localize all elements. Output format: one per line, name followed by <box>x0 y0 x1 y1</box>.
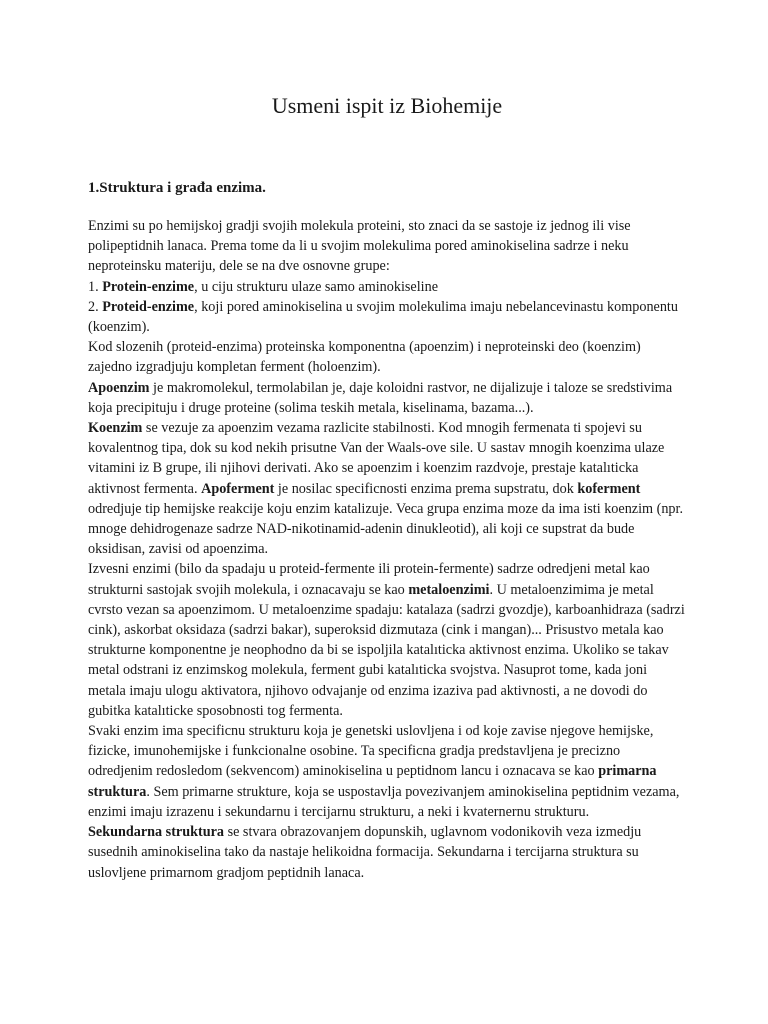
bold-term: Apoenzim <box>88 379 150 396</box>
section-heading: 1.Struktura i građa enzima. <box>88 180 266 196</box>
paragraph <box>88 216 686 277</box>
paragraph <box>88 337 686 377</box>
text-run: Enzimi su po hemijskoj gradji svojih molekula proteini, sto znaci da se sastoje iz jednog ili vise polipeptidnih lanaca. Prema tome da li u svojim molekulima pored aminokiselina sadrze i neku neproteinsku materiju, dele se na dve osnovne grupe: <box>88 218 631 275</box>
text-run: 2. <box>88 298 103 315</box>
page-title: Usmeni ispit iz Biohemije <box>271 93 503 118</box>
text-run: , koji pored aminokiselina u svojim molekulima imaju nebelancevinastu komponentu (koenzim). <box>88 298 678 336</box>
text-run: je makromolekul, termolabilan je, daje koloidni rastvor, ne dijalizuje i taloze se sredstivima koja precipituju i druge proteine (solima teskih metala, kiselinama, bazama...). <box>88 379 673 416</box>
paragraph <box>88 378 686 418</box>
bold-term: Apoferment <box>201 480 275 497</box>
bold-term: metaloenzimi <box>408 581 490 598</box>
paragraph <box>88 559 686 721</box>
body-text <box>88 216 686 883</box>
text-run: Izvesni enzimi (bilo da spadaju u proteid-fermente ili protein-fermente) sadrze odredjeni metal kao strukturni sastojak svojih molekula, i oznacavaju se kao <box>88 561 650 598</box>
text-run: se stvara obrazovanjem dopunskih, uglavnom vodonikovih veza izmedju susednih aminokiselina tako da nastaje helikoidna formacija. Sekundarna i tercijarna struktura su uslovljene primarnom gradjom peptidnih lanaca. <box>88 824 642 881</box>
text-run: , u ciju strukturu ulaze samo aminokiseline <box>194 278 438 295</box>
text-run: . Sem primarne strukture, koja se uspostavlja povezivanjem aminokiselina peptidnim vezama, enzimi imaju izrazenu i sekundarnu i tercijarnu strukturu, a neki i kvaternernu strukturu. <box>88 783 680 820</box>
bold-term: koferment <box>577 480 641 497</box>
text-run: odredjuje tip hemijske reakcije koju enzim katalizuje. Veca grupa enzima moze da ima isti koenzim (npr. mnoge dehidrogenaze sadrze NAD-nikotinamid-adenin dinukleotid), ali koji ce supstrat da bude oksidisan, zavisi od apoenzima. <box>88 500 684 558</box>
paragraph <box>88 277 686 297</box>
text-run: Kod slozenih (proteid-enzima) proteinska komponentna (apoenzim) i neproteinski deo (koenzim) zajedno izgradjuju kompletan ferment (holoenzim). <box>88 339 641 376</box>
text-run: . U metaloenzimima je metal cvrsto vezan sa apoenzimom. U metaloenzime spadaju: katalaza (sadrzi gvozdje), karboanhidraza (sadrzi cink), askorbat oksidaza (sadrzi bakar), superoksid dizmutaza (cink i mangan)... Prisustvo metala kao strukturne komponentne je neophodno da bi se ispoljila katalıticka aktivnost enzima. Ukoliko se takav metal odstrani iz enzimskog molekula, ferment gubi katalıticka svojstva. Nasuprot tome, kada joni metala imaju ulogu aktivatora, njihovo odvajanje od enzima izaziva pad aktivnosti, a ne dovodi do gubitka katalıticke sposobnosti tog fermenta. <box>88 581 685 719</box>
paragraph <box>88 297 686 337</box>
paragraph <box>88 418 686 559</box>
bold-term: Sekundarna struktura <box>88 824 225 841</box>
bold-term: Proteid-enzime <box>102 298 195 315</box>
paragraph <box>88 822 686 883</box>
paragraph <box>88 721 686 822</box>
bold-term: primarna struktura <box>88 763 657 800</box>
text-run: je nosilac specificnosti enzima prema supstratu, dok <box>274 480 578 497</box>
bold-term: Koenzim <box>88 420 143 437</box>
text-run: se vezuje za apoenzim vezama razlicite stabilnosti. Kod mnogih fermenata ti spojevi su kovalentnog tipa, dok su kod nekih prisutne Van der Waals-ove sile. U sastav mnogih koenzima ulaze vitamini iz B grupe, ili njihovi derivati. Ako se apoenzim i koenzim razdvoje, prestaje katalıticka aktivnost fermenta. <box>88 420 665 497</box>
text-run: 1. <box>88 278 103 295</box>
bold-term: Protein-enzime <box>102 278 195 295</box>
text-run: Svaki enzim ima specificnu strukturu koja je genetski uslovljena i od koje zavise njegove hemijske, fizicke, imunohemijske i funkcionalne osobine. Ta specificna gradja predstavljena je precizno odredjenim redosledom (sekvencom) aminokiselina u peptidnom lancu i oznacava se kao <box>88 723 654 780</box>
